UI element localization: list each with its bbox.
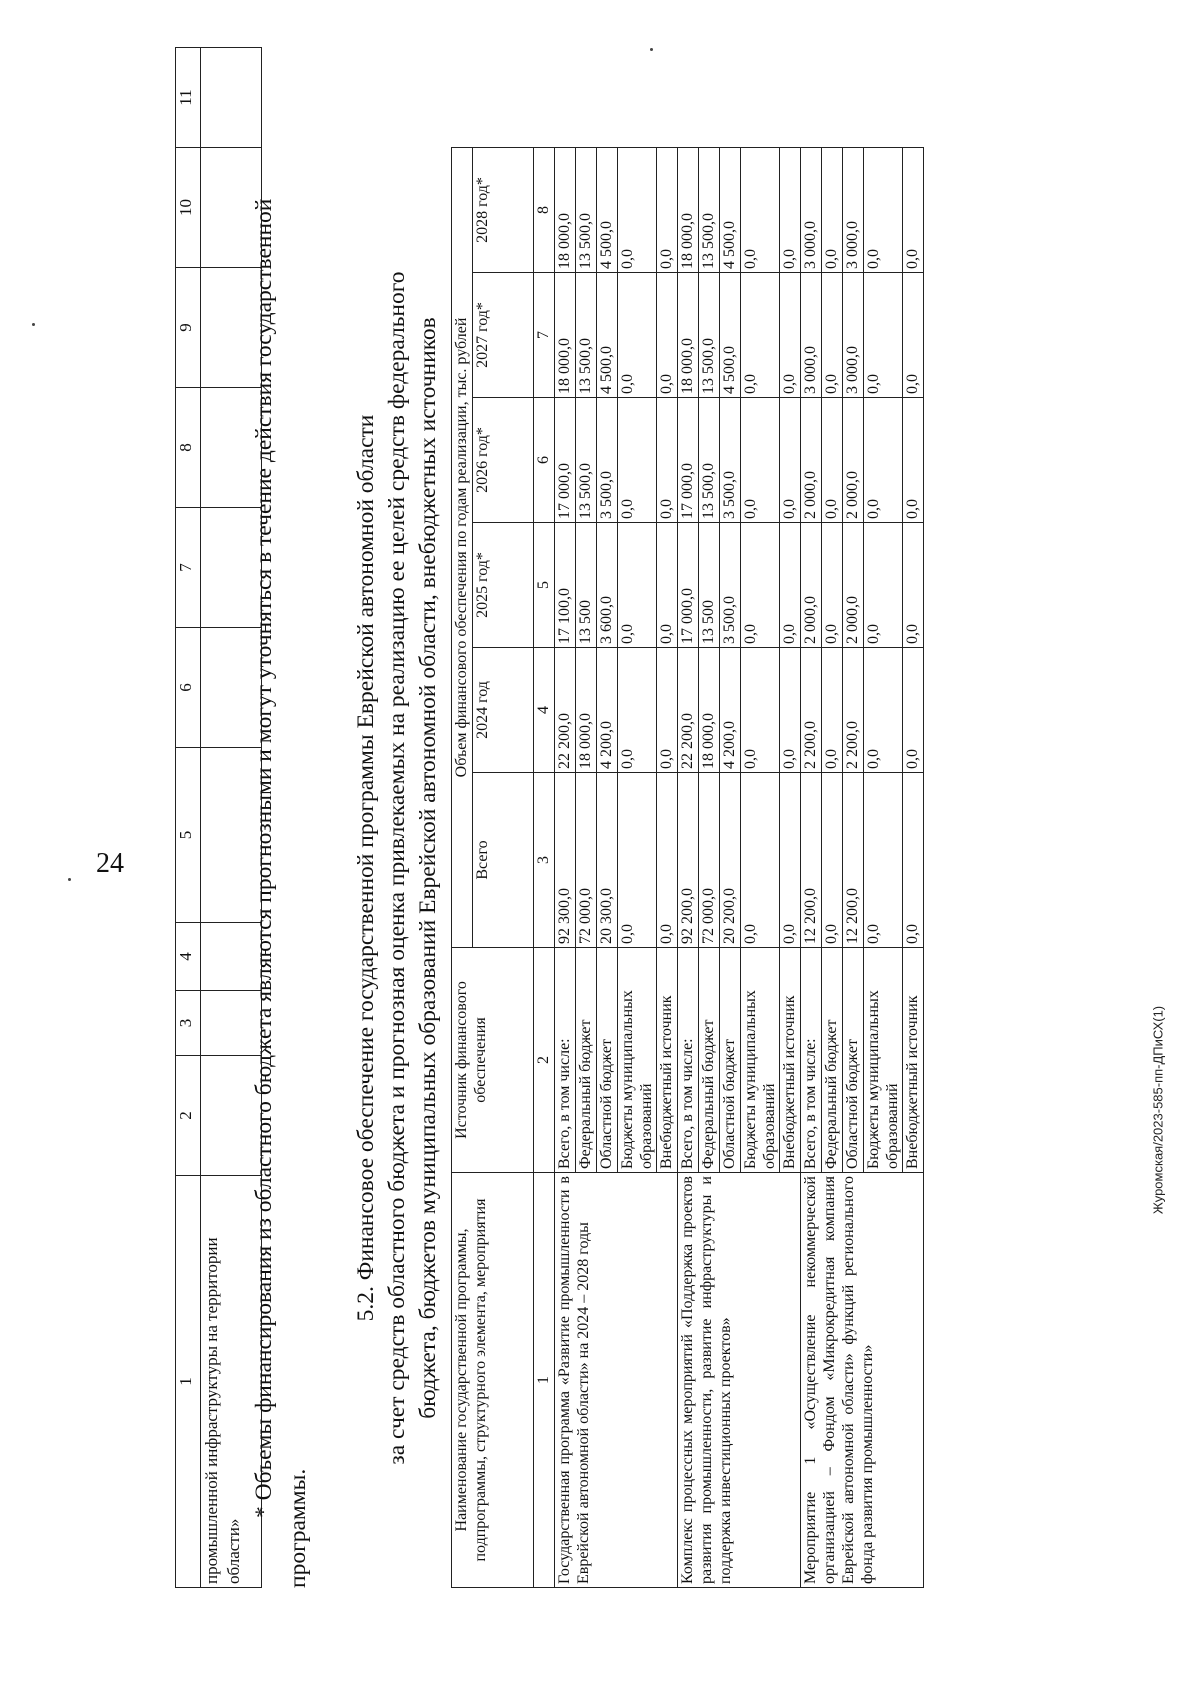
program-name: Комплекс процессных мероприятий «Поддержка проектов развития промышленности, развитие инфраструктуры и поддержка инвестиционных проектов» xyxy=(678,1173,801,1588)
section-title xyxy=(351,148,444,1588)
funding-source: Бюджеты муниципальных образований xyxy=(741,948,780,1173)
amount-year: 13 500,0 xyxy=(699,147,720,272)
amount-year: 4 200,0 xyxy=(720,648,741,773)
amount-year: 0,0 xyxy=(618,398,657,523)
continuation-col-number: 9 xyxy=(176,268,201,388)
amount-year: 0,0 xyxy=(864,648,903,773)
section-title-line: за счет средств областного бюджета и прогнозная оценка привлекаемых на реализацию ее целей средств федерального xyxy=(384,271,410,1465)
program-name: Мероприятие 1 «Осуществление некоммерческой организацией – Фондом «Микрокредитная компания Еврейской автономной области» функций регионального фонда развития промышленности» xyxy=(801,1173,924,1588)
amount-year: 13 500,0 xyxy=(576,398,597,523)
continuation-first-cell: промышленной инфраструктуры на территории области» xyxy=(201,1176,262,1588)
amount-year: 0,0 xyxy=(903,273,924,398)
footnote: * Объемы финансирования из областного бюджета являются прогнозными и могут уточняться в течение действия государственной программы. xyxy=(251,198,311,1588)
amount-year: 4 500,0 xyxy=(597,273,618,398)
amount-year: 0,0 xyxy=(864,147,903,272)
amount-year: 18 000,0 xyxy=(555,273,576,398)
finance-table xyxy=(451,147,924,1588)
amount-year: 0,0 xyxy=(618,523,657,648)
amount-year: 17 000,0 xyxy=(678,398,699,523)
column-number: 6 xyxy=(534,398,555,523)
column-number: 5 xyxy=(534,523,555,648)
amount-year: 2 000,0 xyxy=(801,398,822,523)
amount-year: 0,0 xyxy=(741,273,780,398)
continuation-header-row xyxy=(176,48,201,1588)
amount-year: 0,0 xyxy=(903,398,924,523)
amount-year: 3 500,0 xyxy=(720,398,741,523)
amount-year: 13 500 xyxy=(699,523,720,648)
header-year: 2024 год xyxy=(473,648,534,773)
amount-year: 0,0 xyxy=(780,147,801,272)
amount-year: 0,0 xyxy=(657,648,678,773)
amount-year: 0,0 xyxy=(822,273,843,398)
header-year: 2028 год* xyxy=(473,147,534,272)
continuation-col-number: 2 xyxy=(176,1056,201,1176)
amount-year: 4 500,0 xyxy=(720,273,741,398)
finance-row xyxy=(678,147,699,1587)
amount-year: 2 200,0 xyxy=(843,648,864,773)
column-number: 2 xyxy=(534,948,555,1173)
amount-year: 13 500 xyxy=(576,523,597,648)
continuation-col-number: 5 xyxy=(176,748,201,923)
funding-source: Областной бюджет xyxy=(843,948,864,1173)
amount-year: 0,0 xyxy=(657,273,678,398)
funding-source: Бюджеты муниципальных образований xyxy=(864,948,903,1173)
page-number: 24 xyxy=(96,848,124,879)
amount-total: 0,0 xyxy=(822,773,843,948)
amount-year: 0,0 xyxy=(864,273,903,398)
amount-total: 0,0 xyxy=(618,773,657,948)
amount-total: 12 200,0 xyxy=(801,773,822,948)
continuation-col-number: 3 xyxy=(176,991,201,1056)
amount-total: 92 300,0 xyxy=(555,773,576,948)
amount-total: 0,0 xyxy=(741,773,780,948)
amount-year: 18 000,0 xyxy=(555,147,576,272)
continuation-col-number: 10 xyxy=(176,148,201,268)
column-number: 3 xyxy=(534,773,555,948)
column-number: 7 xyxy=(534,273,555,398)
scan-speck xyxy=(68,878,71,881)
funding-source: Областной бюджет xyxy=(720,948,741,1173)
amount-year: 0,0 xyxy=(780,273,801,398)
continuation-col-number: 6 xyxy=(176,628,201,748)
amount-total: 92 200,0 xyxy=(678,773,699,948)
amount-year: 22 200,0 xyxy=(555,648,576,773)
amount-total: 12 200,0 xyxy=(843,773,864,948)
amount-year: 3 000,0 xyxy=(801,273,822,398)
amount-year: 2 000,0 xyxy=(801,523,822,648)
amount-year: 0,0 xyxy=(822,523,843,648)
amount-year: 0,0 xyxy=(618,147,657,272)
header-year: 2027 год* xyxy=(473,273,534,398)
amount-year: 4 500,0 xyxy=(720,147,741,272)
amount-total: 72 000,0 xyxy=(576,773,597,948)
amount-year: 22 200,0 xyxy=(678,648,699,773)
amount-year: 0,0 xyxy=(780,523,801,648)
amount-year: 3 600,0 xyxy=(597,523,618,648)
amount-year: 0,0 xyxy=(741,648,780,773)
finance-row xyxy=(555,147,576,1587)
amount-year: 0,0 xyxy=(903,648,924,773)
amount-year: 0,0 xyxy=(780,648,801,773)
amount-year: 17 000,0 xyxy=(678,523,699,648)
continuation-col-number: 11 xyxy=(176,48,201,148)
column-number: 8 xyxy=(534,147,555,272)
amount-year: 3 500,0 xyxy=(597,398,618,523)
amount-total: 0,0 xyxy=(657,773,678,948)
header-volume: Объем финансового обеспечения по годам реализации, тыс. рублей xyxy=(452,147,473,947)
amount-total: 20 200,0 xyxy=(720,773,741,948)
section-title-line: 5.2. Финансовое обеспечение государственной программы Еврейской автономной области xyxy=(353,414,379,1322)
amount-year: 18 000,0 xyxy=(678,273,699,398)
amount-year: 3 000,0 xyxy=(843,273,864,398)
amount-year: 0,0 xyxy=(822,648,843,773)
amount-year: 0,0 xyxy=(657,147,678,272)
amount-year: 0,0 xyxy=(864,523,903,648)
amount-year: 3 000,0 xyxy=(801,147,822,272)
amount-year: 0,0 xyxy=(780,398,801,523)
amount-year: 2 000,0 xyxy=(843,398,864,523)
funding-source: Бюджеты муниципальных образований xyxy=(618,948,657,1173)
funding-source: Всего, в том числе: xyxy=(678,948,699,1173)
funding-source: Областной бюджет xyxy=(597,948,618,1173)
funding-source: Внебюджетный источник xyxy=(780,948,801,1173)
amount-year: 13 500,0 xyxy=(576,273,597,398)
continuation-col-number: 7 xyxy=(176,508,201,628)
amount-year: 0,0 xyxy=(822,398,843,523)
amount-year: 4 500,0 xyxy=(597,147,618,272)
amount-year: 0,0 xyxy=(657,398,678,523)
scan-speck xyxy=(32,323,35,326)
column-number-row xyxy=(534,147,555,1587)
amount-total: 0,0 xyxy=(780,773,801,948)
continuation-col-number: 4 xyxy=(176,923,201,991)
amount-year: 4 200,0 xyxy=(597,648,618,773)
header-source: Источник финансового обеспечения xyxy=(452,948,534,1173)
funding-source: Федеральный бюджет xyxy=(576,948,597,1173)
funding-source: Федеральный бюджет xyxy=(822,948,843,1173)
amount-year: 0,0 xyxy=(822,147,843,272)
amount-year: 17 000,0 xyxy=(555,398,576,523)
funding-source: Федеральный бюджет xyxy=(699,948,720,1173)
amount-year: 0,0 xyxy=(741,398,780,523)
amount-year: 0,0 xyxy=(903,523,924,648)
footer-code: Журомская/2023-585-пп-ДПиСХ(1) xyxy=(1150,1005,1166,1215)
header-year: 2025 год* xyxy=(473,523,534,648)
program-name: Государственная программа «Развитие промышленности в Еврейской автономной области» на 2024 – 2028 годы xyxy=(555,1173,678,1588)
column-number: 4 xyxy=(534,648,555,773)
column-number: 1 xyxy=(534,1173,555,1588)
finance-row xyxy=(801,147,822,1587)
amount-year: 2 200,0 xyxy=(801,648,822,773)
amount-year: 3 000,0 xyxy=(843,147,864,272)
amount-year: 13 500,0 xyxy=(699,273,720,398)
amount-year: 0,0 xyxy=(657,523,678,648)
amount-total: 72 000,0 xyxy=(699,773,720,948)
scan-speck xyxy=(650,48,653,51)
funding-source: Внебюджетный источник xyxy=(657,948,678,1173)
amount-year: 13 500,0 xyxy=(699,398,720,523)
amount-year: 18 000,0 xyxy=(699,648,720,773)
amount-year: 0,0 xyxy=(618,273,657,398)
finance-header-row xyxy=(452,147,473,1587)
amount-year: 18 000,0 xyxy=(678,147,699,272)
amount-year: 17 100,0 xyxy=(555,523,576,648)
header-year: 2026 год* xyxy=(473,398,534,523)
funding-source: Всего, в том числе: xyxy=(555,948,576,1173)
amount-total: 20 300,0 xyxy=(597,773,618,948)
amount-total: 0,0 xyxy=(903,773,924,948)
amount-year: 18 000,0 xyxy=(576,648,597,773)
header-name: Наименование государственной программы, подпрограммы, структурного элемента, мероприятия xyxy=(452,1173,534,1588)
landscape-content xyxy=(163,89,1063,1588)
amount-year: 0,0 xyxy=(618,648,657,773)
continuation-col-number: 8 xyxy=(176,388,201,508)
amount-year: 0,0 xyxy=(741,147,780,272)
continuation-col-number: 1 xyxy=(176,1176,201,1588)
header-total: Всего xyxy=(473,773,534,948)
amount-year: 0,0 xyxy=(864,398,903,523)
section-title-line: бюджета, бюджетов муниципальных образований Еврейской автономной области, внебюджетных источников xyxy=(415,317,441,1419)
amount-year: 0,0 xyxy=(903,147,924,272)
amount-year: 3 500,0 xyxy=(720,523,741,648)
amount-year: 2 000,0 xyxy=(843,523,864,648)
amount-total: 0,0 xyxy=(864,773,903,948)
amount-year: 0,0 xyxy=(741,523,780,648)
funding-source: Внебюджетный источник xyxy=(903,948,924,1173)
amount-year: 13 500,0 xyxy=(576,147,597,272)
funding-source: Всего, в том числе: xyxy=(801,948,822,1173)
